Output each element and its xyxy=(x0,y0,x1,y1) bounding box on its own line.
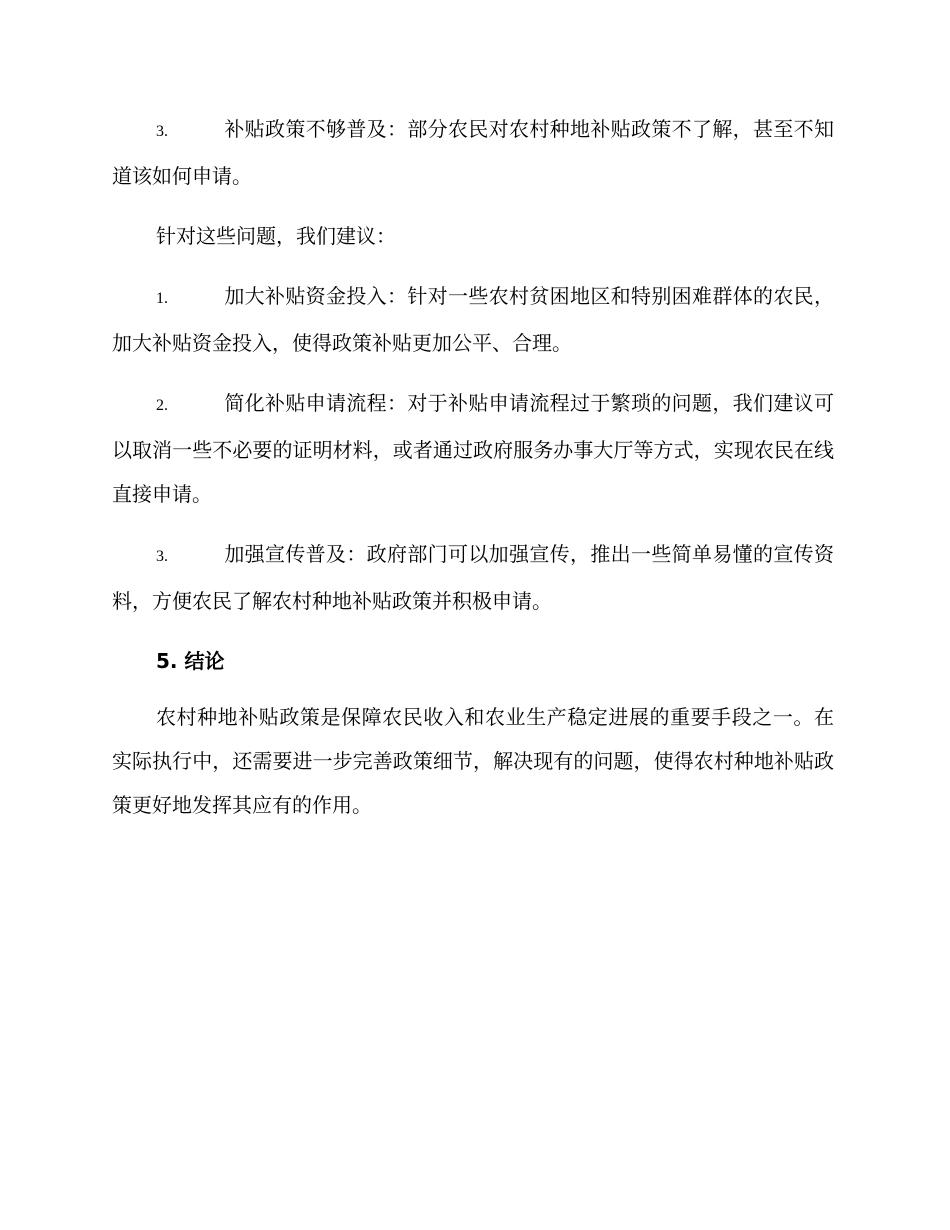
list-number: 3. xyxy=(156,548,168,565)
document-page xyxy=(112,107,834,843)
suggestion-item-3 xyxy=(112,532,834,623)
list-text: 加强宣传普及：政府部门可以加强宣传，推出一些简单易懂的宣传资料，方便农民了解农村种地补贴政策并积极申请。 xyxy=(112,542,834,613)
list-text: 补贴政策不够普及：部分农民对农村种地补贴政策不了解，甚至不知道该如何申请。 xyxy=(112,117,834,188)
list-number: 2. xyxy=(156,397,168,414)
suggestion-item-2 xyxy=(112,381,834,516)
section-heading-conclusion: 5. 结论 xyxy=(156,649,225,673)
suggestion-intro: 针对这些问题，我们建议： xyxy=(156,224,396,248)
list-text: 简化补贴申请流程：对于补贴申请流程过于繁琐的问题，我们建议可以取消一些不必要的证明材料，或者通过政府服务办事大厅等方式，实现农民在线直接申请。 xyxy=(112,391,834,506)
conclusion-paragraph: 农村种地补贴政策是保障农民收入和农业生产稳定进展的重要手段之一。在实际执行中，还需要进一步完善政策细节，解决现有的问题，使得农村种地补贴政策更好地发挥其应有的作用。 xyxy=(112,705,834,817)
problem-item-3 xyxy=(112,107,834,198)
list-text: 加大补贴资金投入：针对一些农村贫困地区和特别困难群体的农民，加大补贴资金投入，使得政策补贴更加公平、合理。 xyxy=(112,284,834,355)
suggestion-item-1 xyxy=(112,274,834,365)
list-number: 1. xyxy=(156,290,168,307)
list-number: 3. xyxy=(156,123,168,140)
